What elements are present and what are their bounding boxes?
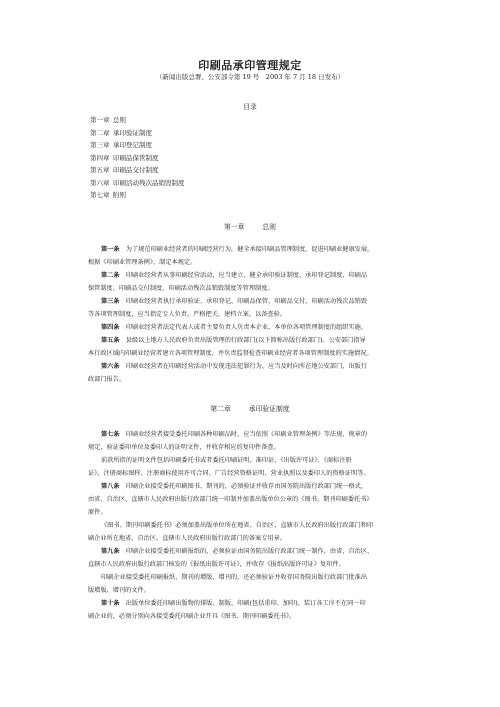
paragraph-line — [88, 256, 424, 269]
toc-item — [90, 115, 185, 128]
line-text: 由省、自治区、直辖市人民政府出版行政部门统一印制并加盖出版单位公章的《图书、期刊印刷委托书》 — [88, 496, 373, 503]
paragraph-line — [88, 441, 424, 454]
paragraph-line — [88, 467, 424, 480]
article-number: 第七条 — [101, 431, 120, 438]
toc-item-number: 第四章 — [90, 153, 110, 162]
line-text: 印刷企业接受委托印刷图书、期刊的，必须验证并收存由国务院出版行政部门统一格式， — [125, 483, 368, 490]
article-line — [88, 321, 424, 334]
paragraph-line — [88, 558, 424, 571]
paragraph-line — [88, 532, 424, 545]
article-line — [88, 269, 424, 282]
toc-item-number: 第二章 — [90, 128, 110, 137]
article-number: 第三条 — [101, 298, 120, 305]
line-text: 原件。 — [88, 509, 107, 516]
line-text: 印刷企业接受委托印刷报纸的，必须验证由国务院出版行政部门统一制作，由省、自治区、 — [125, 548, 374, 555]
chapter-2-body — [88, 428, 424, 623]
toc-item — [90, 128, 185, 141]
toc-item-title: 承印登记制度 — [113, 141, 152, 149]
toc-item — [90, 165, 185, 178]
article-line — [88, 480, 424, 493]
line-text: 直辖市人民政府出版行政部门核发的《报纸出版许可证》，并收存《报纸出版许可证》复印件。 — [88, 561, 345, 568]
line-text: 刷企业的，必须分别向各接受委托印刷企业开具《图书、期刊印刷委托书》。 — [88, 613, 296, 620]
chapter-title: 总则 — [262, 223, 276, 231]
toc-item-title: 印刷品保管制度 — [113, 153, 159, 162]
paragraph-line — [88, 571, 424, 584]
article-line — [88, 597, 424, 610]
table-of-contents — [90, 115, 185, 203]
article-number: 第四条 — [101, 324, 120, 331]
toc-item-title: 承印验证制度 — [113, 128, 152, 137]
line-text: 印刷业经营者执行承印验证、承印登记、印刷品保管、印刷品交付、印刷活动残次品销毁 — [125, 298, 368, 305]
chapter-title: 承印验证制度 — [248, 405, 290, 413]
line-text: 印刷业经营者从事印刷经营活动，应当建立、健全承印验证制度、承印登记制度、印刷品 — [125, 272, 368, 279]
toc-item-number: 第一章 — [90, 116, 110, 124]
paragraph-line — [88, 610, 424, 623]
line-text: 证》、注册商标图样、注册商标使用许可合同、广告经营资格证明、营业执照以及委印人的资格证明等。 — [88, 470, 370, 477]
article-number: 第十条 — [101, 600, 120, 607]
line-text: 刷企业所在地省、自治区、直辖市人民政府出版行政部门的备案专用章。 — [88, 535, 286, 542]
line-text: 版增版、增刊的文件。 — [88, 587, 150, 594]
chapter-number: 第二章 — [210, 405, 231, 413]
chapter-1-body — [88, 243, 424, 386]
chapter-number: 第一章 — [224, 223, 245, 231]
chapter-2-heading — [0, 403, 500, 413]
line-text: 等各项管理制度，应当指定专人负责，严格把关，建档立案，以备查验。 — [88, 311, 286, 318]
paragraph-line — [88, 373, 424, 386]
toc-item-number: 第六章 — [90, 178, 110, 187]
paragraph-line — [88, 454, 424, 467]
toc-item — [90, 153, 185, 166]
line-text: 县级以上地方人民政府负责出版管理的行政部门(以下简称出版行政部门)、公安部门指导 — [125, 337, 366, 344]
toc-item-title: 印刷活动残次品销毁制度 — [113, 178, 185, 187]
paragraph-line — [88, 493, 424, 506]
line-text: 印刷业经营者法定代表人或者主要负责人负责本企业、本单位各项管理制度的组织实施。 — [125, 324, 368, 331]
toc-item-number: 第五章 — [90, 166, 110, 174]
paragraph-line — [88, 506, 424, 519]
line-text: 为了规范印刷业经营者的印刷经营行为，健全承接印刷品管理制度，促进印刷业健康发展， — [125, 246, 374, 253]
line-text: 印刷业经营者接受委托印刷各种印刷品时，应当依照《印刷业管理条例》等法规、规章的 — [125, 431, 368, 438]
toc-item-title: 附则 — [113, 191, 126, 199]
line-text: 《图书、期刊印刷委托书》必须加盖出版单位所在地省、自治区、直辖市人民政府出版行政部门和印 — [101, 522, 374, 529]
paragraph-line — [88, 584, 424, 597]
line-text: 印刷企业接受委托印刷报纸、期刊的增版、增刊的，还必须验证并收存国务院出版行政部门批准出 — [101, 574, 368, 581]
paragraph-line — [88, 308, 424, 321]
toc-item — [90, 190, 185, 203]
line-text: 根据《印刷业管理条例》，制定本规定。 — [88, 259, 197, 266]
line-text: 印刷业经营者在印刷经营活动中发现违法犯罪行为，应当及时向所在地公安部门、出版行 — [125, 363, 368, 370]
chapter-1-heading — [0, 221, 500, 231]
article-number: 第二条 — [101, 272, 120, 279]
article-line — [88, 545, 424, 558]
document-title: 印刷品承印管理规定 — [198, 59, 302, 72]
article-line — [88, 428, 424, 441]
toc-item-title: 印刷品交付制度 — [113, 166, 159, 174]
article-number: 第一条 — [101, 246, 120, 253]
article-line — [88, 243, 424, 256]
paragraph-line — [88, 519, 424, 532]
line-text: 前款所指的证明文件包括印刷委托书或者委托印刷证明、准印证、《出版许可证》、《商标注册 — [101, 457, 352, 464]
article-number: 第五条 — [101, 337, 120, 344]
toc-item-number: 第七章 — [90, 191, 110, 199]
line-text: 规定，验证委印单位及委印人的证明文件，并收存相应的复印件备查。 — [88, 444, 280, 451]
line-text: 出版单位委托印刷出版物的排版、制版、印刷(包括重印、加印)、装订各工序不在同一印 — [125, 600, 366, 607]
toc-heading: 目录 — [243, 103, 257, 111]
article-line — [88, 360, 424, 373]
document-subtitle: （新闻出版总署、公安部令第 19 号 2003 年 7 月 18 日发布） — [155, 73, 345, 81]
toc-item-title: 总则 — [113, 116, 126, 124]
line-text: 本行政区域内印刷业经营者建立各项管理制度，并负责监督检查印刷业经营者各项管理制度的实施情况。 — [88, 350, 373, 357]
paragraph-line — [88, 282, 424, 295]
toc-item — [90, 140, 185, 153]
article-number: 第八条 — [101, 483, 120, 490]
line-text: 政部门报告。 — [88, 376, 126, 383]
article-number: 第九条 — [101, 548, 120, 555]
paragraph-line — [88, 347, 424, 360]
article-line — [88, 334, 424, 347]
article-line — [88, 295, 424, 308]
toc-item — [90, 178, 185, 191]
toc-item-number: 第三章 — [90, 141, 110, 149]
article-number: 第六条 — [101, 363, 120, 370]
line-text: 保管制度、印刷品交付制度、印刷活动残次品销毁制度等管理制度。 — [88, 285, 274, 292]
